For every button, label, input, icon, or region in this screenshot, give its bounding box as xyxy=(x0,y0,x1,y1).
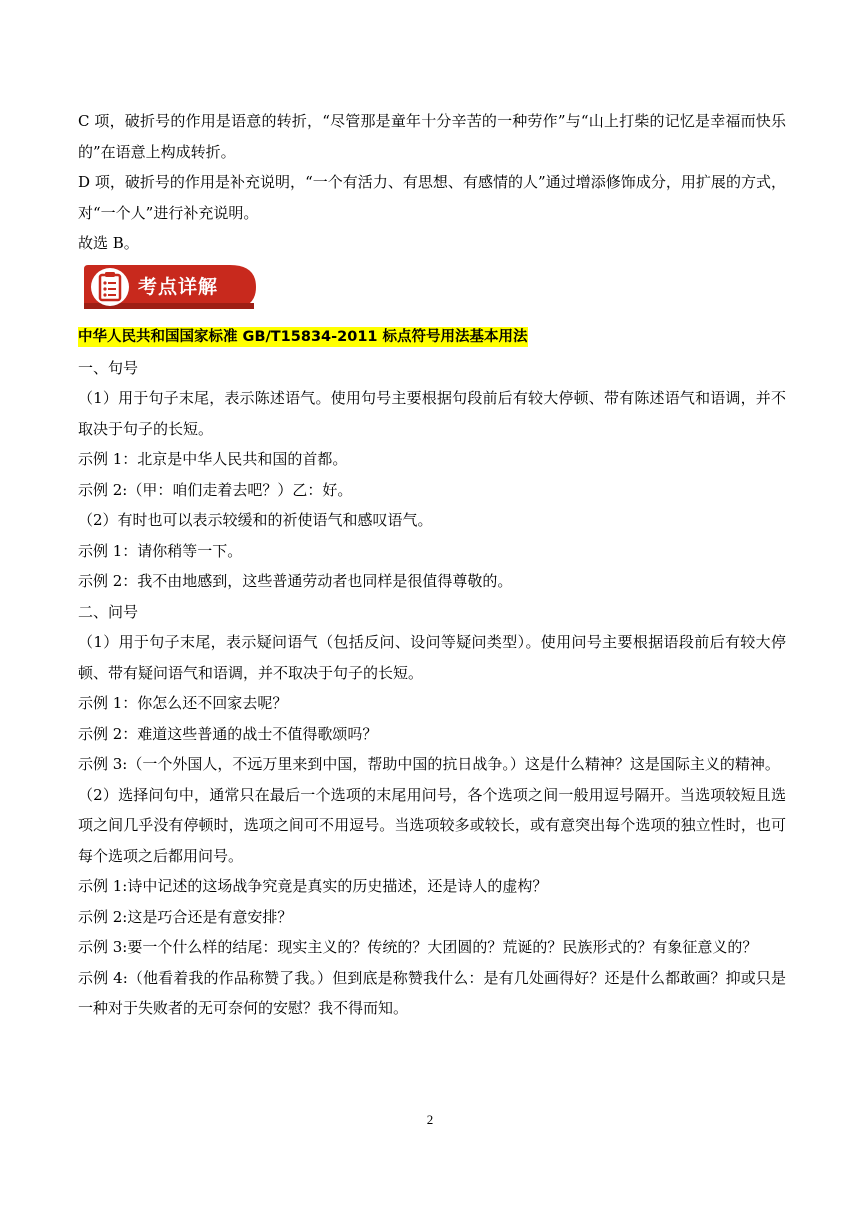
section-title-period: 一、句号 xyxy=(78,358,139,377)
section-banner xyxy=(80,263,258,311)
paragraph-period-rule-2: （2）有时也可以表示较缓和的祈使语气和感叹语气。 xyxy=(78,511,433,529)
example-question-1: 示例 1：你怎么还不回家去呢？ xyxy=(78,694,288,712)
page-number: 2 xyxy=(426,1112,434,1127)
document-page xyxy=(78,106,786,1024)
example-question-2: 示例 2：难道这些普通的战士不值得歌颂吗？ xyxy=(78,724,378,743)
clipboard-list-icon xyxy=(91,268,129,306)
paragraph-option-d: D 项，破折号的作用是补充说明，“一个有活力、有思想、有感情的人”通过增添修饰成分，用扩展的方式，对“一个人”进行补充说明。 xyxy=(78,173,786,222)
section-heading xyxy=(78,321,786,351)
paragraph-question-rule-2: （2）选择问句中，通常只在最后一个选项的末尾用问号，各个选项之间一般用逗号隔开。当选项较短且选项之间几乎没有停顿时，选项之间可不用逗号。当选项较多或较长，或有意突出每个选项的独立性时，也可每个选项之后都用问号。 xyxy=(78,785,786,865)
example-period-3: 示例 1：请你稍等一下。 xyxy=(78,541,243,560)
paragraph-answer: 故选 B。 xyxy=(78,234,139,252)
heading-text: 中华人民共和国国家标准 GB/T15834-2011 标点符号用法基本用法 xyxy=(78,328,528,345)
example-question-6: 示例 3:要一个什么样的结尾：现实主义的？传统的？大团圆的？荒诞的？民族形式的？有象征意义的？ xyxy=(78,938,758,956)
paragraph-period-rule-1: （1）用于句子末尾，表示陈述语气。使用句号主要根据句段前后有较大停顿、带有陈述语气和语调，并不取决于句子的长短。 xyxy=(78,389,786,438)
example-period-1: 示例 1：北京是中华人民共和国的首都。 xyxy=(78,450,348,468)
example-question-4: 示例 1:诗中记述的这场战争究竟是真实的历史描述，还是诗人的虚构？ xyxy=(78,877,548,895)
example-period-4: 示例 2：我不由地感到，这些普通劳动者也同样是很值得尊敬的。 xyxy=(78,572,513,590)
example-question-3: 示例 3:（一个外国人，不远万里来到中国，帮助中国的抗日战争。）这是什么精神？这是国际主义的精神。 xyxy=(78,755,780,773)
example-question-7: 示例 4:（他看着我的作品称赞了我。）但到底是称赞我什么：是有几处画得好？还是什么都敢画？抑或只是一种对于失败者的无可奈何的安慰？我不得而知。 xyxy=(78,968,786,1017)
section-title-question: 二、问号 xyxy=(78,602,139,621)
paragraph-option-c: C 项，破折号的作用是语意的转折，“尽管那是童年十分辛苦的一种劳作”与“山上打柴的记忆是幸福而快乐的”在语意上构成转折。 xyxy=(78,112,786,161)
paragraph-question-rule-1: （1）用于句子末尾，表示疑问语气（包括反问、设问等疑问类型）。使用问号主要根据语段前后有较大停顿、带有疑问语气和语调，并不取决于句子的长短。 xyxy=(78,633,786,682)
banner-label: 考点详解 xyxy=(138,275,219,298)
example-question-5: 示例 2:这是巧合还是有意安排？ xyxy=(78,907,293,926)
example-period-2: 示例 2:（甲：咱们走着去吧？）乙：好。 xyxy=(78,480,353,499)
